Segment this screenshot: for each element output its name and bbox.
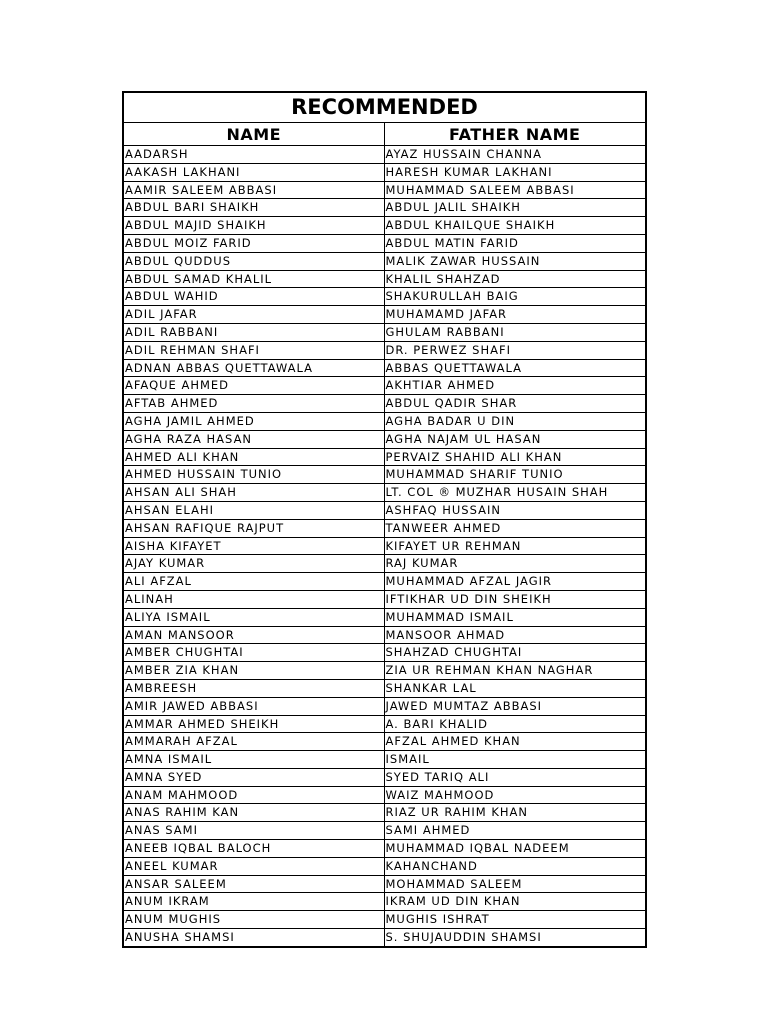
father-name-cell: RAJ KUMAR bbox=[384, 555, 645, 573]
father-name-cell: DR. PERWEZ SHAFI bbox=[384, 341, 645, 359]
name-cell: AMMAR AHMED SHEIKH bbox=[124, 715, 384, 733]
father-name-cell: MUHAMMAD SALEEM ABBASI bbox=[384, 181, 645, 199]
father-name-cell: SAMI AHMED bbox=[384, 822, 645, 840]
recommended-list-table bbox=[122, 91, 647, 948]
table-row bbox=[124, 573, 645, 591]
table-row bbox=[124, 644, 645, 662]
father-name-cell: S. SHUJAUDDIN SHAMSI bbox=[385, 930, 542, 945]
table-row bbox=[124, 697, 645, 715]
name-cell: ANAM MAHMOOD bbox=[124, 786, 384, 804]
father-name-cell: MUHAMMAD IQBAL NADEEM bbox=[384, 840, 645, 858]
table-header-row bbox=[124, 123, 645, 146]
table-row bbox=[124, 590, 645, 608]
page-title: RECOMMENDED bbox=[124, 93, 645, 123]
table-row bbox=[124, 929, 645, 946]
father-name-cell: AGHA NAJAM UL HASAN bbox=[384, 430, 645, 448]
father-name-cell: MALIK ZAWAR HUSSAIN bbox=[384, 252, 645, 270]
father-name-cell: MUHAMMAD SHARIF TUNIO bbox=[384, 466, 645, 484]
father-name-cell: JAWED MUMTAZ ABBASI bbox=[384, 697, 645, 715]
father-name-cell: AGHA BADAR U DIN bbox=[384, 412, 645, 430]
name-column-header: NAME bbox=[124, 123, 384, 146]
name-cell: AHSAN ALI SHAH bbox=[124, 484, 384, 502]
father-name-cell: ASHFAQ HUSSAIN bbox=[384, 501, 645, 519]
table-row bbox=[124, 181, 645, 199]
name-cell: AMMARAH AFZAL bbox=[124, 733, 384, 751]
table-row bbox=[124, 484, 645, 502]
table-row bbox=[124, 199, 645, 217]
name-cell: ANUSHA SHAMSI bbox=[124, 929, 384, 946]
table-row bbox=[124, 893, 645, 911]
name-cell: ANUM IKRAM bbox=[124, 893, 384, 911]
name-cell: AGHA JAMIL AHMED bbox=[124, 412, 384, 430]
name-cell: ADNAN ABBAS QUETTAWALA bbox=[124, 359, 384, 377]
name-cell: AHMED HUSSAIN TUNIO bbox=[124, 466, 384, 484]
table-row bbox=[124, 270, 645, 288]
table-row bbox=[124, 519, 645, 537]
name-cell: ANAS SAMI bbox=[124, 822, 384, 840]
father-name-cell: TANWEER AHMED bbox=[384, 519, 645, 537]
name-cell: ABDUL WAHID bbox=[124, 288, 384, 306]
table-row bbox=[124, 341, 645, 359]
name-cell: ALI AFZAL bbox=[124, 573, 384, 591]
table-row bbox=[124, 911, 645, 929]
table-row bbox=[124, 359, 645, 377]
table-row bbox=[124, 608, 645, 626]
table-row bbox=[124, 822, 645, 840]
name-cell: ALIYA ISMAIL bbox=[124, 608, 384, 626]
table-row bbox=[124, 679, 645, 697]
name-cell: AAMIR SALEEM ABBASI bbox=[124, 181, 384, 199]
father-name-cell: ABDUL JALIL SHAIKH bbox=[384, 199, 645, 217]
name-cell: AHSAN ELAHI bbox=[124, 501, 384, 519]
table-row bbox=[124, 875, 645, 893]
father-name-cell: ABBAS QUETTAWALA bbox=[384, 359, 645, 377]
father-name-cell: MUHAMMAD ISMAIL bbox=[384, 608, 645, 626]
table-row bbox=[124, 751, 645, 769]
table-row bbox=[124, 537, 645, 555]
table-row bbox=[124, 306, 645, 324]
father-name-cell: SHAHZAD CHUGHTAI bbox=[384, 644, 645, 662]
father-name-cell: MUGHIS ISHRAT bbox=[384, 911, 645, 929]
table-row bbox=[124, 288, 645, 306]
father-name-cell: ZIA UR REHMAN KHAN NAGHAR bbox=[384, 662, 645, 680]
father-name-cell: AFZAL AHMED KHAN bbox=[384, 733, 645, 751]
table-row bbox=[124, 786, 645, 804]
table-row bbox=[124, 430, 645, 448]
table-row bbox=[124, 804, 645, 822]
father-name-cell: MUHAMMAD AFZAL JAGIR bbox=[384, 573, 645, 591]
father-name-cell: MUHAMAMD JAFAR bbox=[384, 306, 645, 324]
father-name-cell: ABDUL MATIN FARID bbox=[384, 234, 645, 252]
table-row bbox=[124, 377, 645, 395]
name-cell: AMBER ZIA KHAN bbox=[124, 662, 384, 680]
table-row bbox=[124, 840, 645, 858]
name-cell: AMAN MANSOOR bbox=[124, 626, 384, 644]
table-row bbox=[124, 555, 645, 573]
name-cell: ANEEB IQBAL BALOCH bbox=[124, 840, 384, 858]
name-cell: AISHA KIFAYET bbox=[124, 537, 384, 555]
father-name-cell: A. BARI KHALID bbox=[384, 715, 645, 733]
name-cell: ABDUL MOIZ FARID bbox=[124, 234, 384, 252]
name-cell: AMBER CHUGHTAI bbox=[124, 644, 384, 662]
name-cell: ANEEL KUMAR bbox=[124, 857, 384, 875]
name-cell: ANAS RAHIM KAN bbox=[124, 804, 384, 822]
name-cell: AMNA SYED bbox=[124, 768, 384, 786]
father-name-cell: WAIZ MAHMOOD bbox=[384, 786, 645, 804]
table-row bbox=[124, 412, 645, 430]
table-row bbox=[124, 252, 645, 270]
table-row bbox=[124, 234, 645, 252]
table-row bbox=[124, 323, 645, 341]
table-row bbox=[124, 626, 645, 644]
father-name-cell: SHANKAR LAL bbox=[384, 679, 645, 697]
father-name-cell: PERVAIZ SHAHID ALI KHAN bbox=[384, 448, 645, 466]
father-name-cell: LT. COL ® MUZHAR HUSAIN SHAH bbox=[384, 484, 645, 502]
father-name-cell: ABDUL QADIR SHAR bbox=[384, 395, 645, 413]
father-name-cell: GHULAM RABBANI bbox=[384, 323, 645, 341]
name-cell: AMBREESH bbox=[124, 679, 384, 697]
name-cell: AHSAN RAFIQUE RAJPUT bbox=[124, 519, 384, 537]
name-cell: AHMED ALI KHAN bbox=[124, 448, 384, 466]
father-name-cell: MOHAMMAD SALEEM bbox=[384, 875, 645, 893]
table-row bbox=[124, 448, 645, 466]
name-cell: ABDUL MAJID SHAIKH bbox=[124, 217, 384, 235]
table-row bbox=[124, 715, 645, 733]
name-cell: AMNA ISMAIL bbox=[124, 751, 384, 769]
table-row bbox=[124, 217, 645, 235]
father-name-column-header: FATHER NAME bbox=[384, 123, 645, 146]
father-name-cell: IKRAM UD DIN KHAN bbox=[384, 893, 645, 911]
father-name-cell: AKHTIAR AHMED bbox=[384, 377, 645, 395]
name-cell: ADIL RABBANI bbox=[124, 323, 384, 341]
father-name-cell: HARESH KUMAR LAKHANI bbox=[384, 163, 645, 181]
father-name-cell: SHAKURULLAH BAIG bbox=[384, 288, 645, 306]
names-table bbox=[124, 123, 645, 946]
table-row bbox=[124, 768, 645, 786]
name-cell: AGHA RAZA HASAN bbox=[124, 430, 384, 448]
name-cell: AFAQUE AHMED bbox=[124, 377, 384, 395]
name-cell: AADARSH bbox=[124, 146, 384, 164]
name-cell: AFTAB AHMED bbox=[124, 395, 384, 413]
name-cell: ABDUL QUDDUS bbox=[124, 252, 384, 270]
name-cell: ALINAH bbox=[124, 590, 384, 608]
table-row bbox=[124, 662, 645, 680]
father-name-cell: KAHANCHAND bbox=[384, 857, 645, 875]
name-cell: AJAY KUMAR bbox=[124, 555, 384, 573]
table-row bbox=[124, 501, 645, 519]
name-cell: ADIL JAFAR bbox=[124, 306, 384, 324]
name-cell: ABDUL SAMAD KHALIL bbox=[124, 270, 384, 288]
father-name-cell: SYED TARIQ ALI bbox=[384, 768, 645, 786]
father-name-cell: IFTIKHAR UD DIN SHEIKH bbox=[384, 590, 645, 608]
table-row bbox=[124, 163, 645, 181]
father-name-cell: ISMAIL bbox=[384, 751, 645, 769]
table-row bbox=[124, 466, 645, 484]
name-cell: ADIL REHMAN SHAFI bbox=[124, 341, 384, 359]
name-cell: ABDUL BARI SHAIKH bbox=[124, 199, 384, 217]
table-row bbox=[124, 733, 645, 751]
name-cell: ANUM MUGHIS bbox=[124, 911, 384, 929]
father-name-cell: KIFAYET UR REHMAN bbox=[384, 537, 645, 555]
father-name-cell: RIAZ UR RAHIM KHAN bbox=[384, 804, 645, 822]
father-name-cell: ABDUL KHAILQUE SHAIKH bbox=[384, 217, 645, 235]
name-cell: AMIR JAWED ABBASI bbox=[124, 697, 384, 715]
table-row bbox=[124, 857, 645, 875]
father-name-cell: KHALIL SHAHZAD bbox=[384, 270, 645, 288]
name-cell: AAKASH LAKHANI bbox=[124, 163, 384, 181]
father-name-cell: MANSOOR AHMAD bbox=[384, 626, 645, 644]
table-row bbox=[124, 395, 645, 413]
name-cell: ANSAR SALEEM bbox=[124, 875, 384, 893]
table-row bbox=[124, 146, 645, 164]
father-name-cell: AYAZ HUSSAIN CHANNA bbox=[384, 146, 645, 164]
